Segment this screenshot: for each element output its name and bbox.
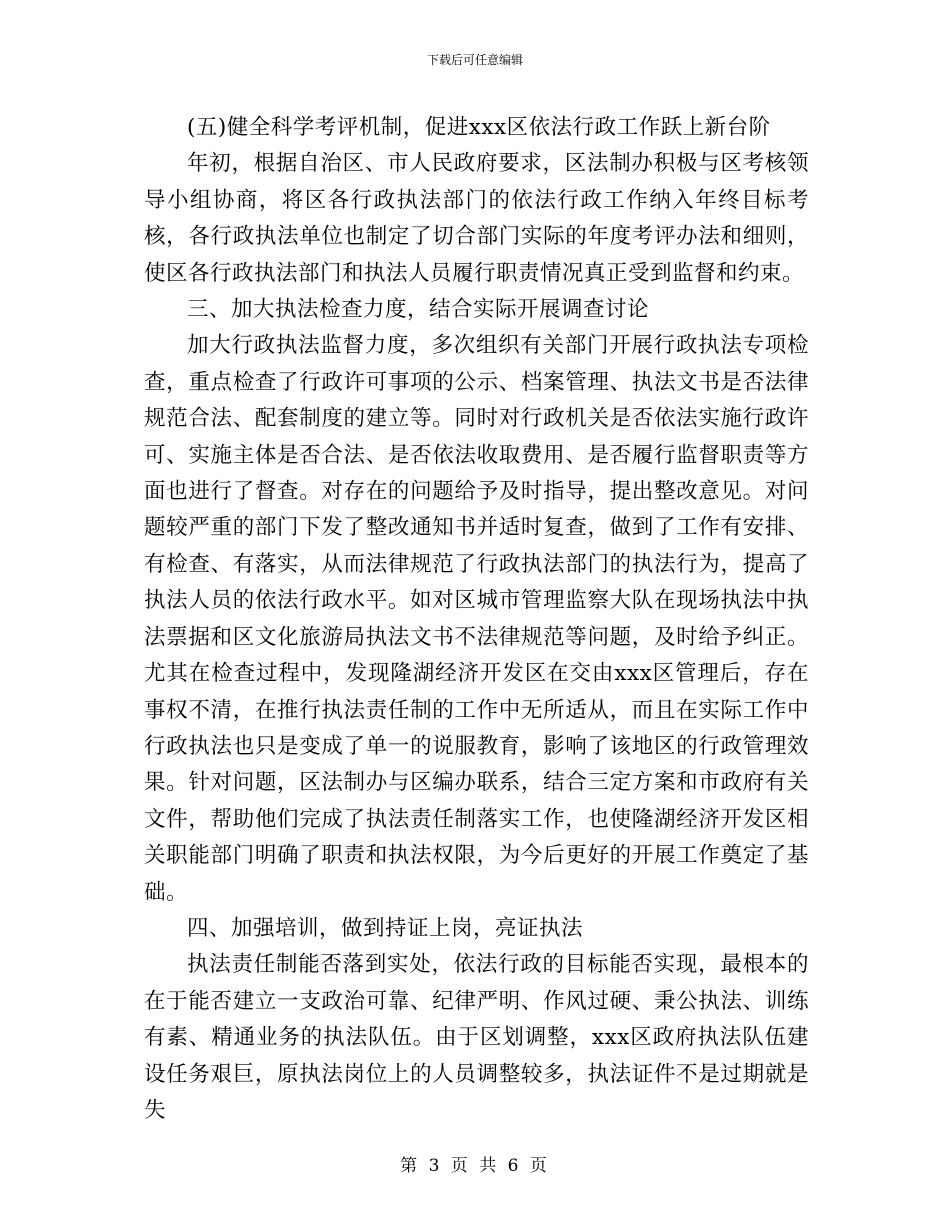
paragraph: 执法责任制能否落到实处，依法行政的目标能否实现，最根本的在于能否建立一支政治可靠、纪律严明、作风过硬、秉公执法、训练有素、精通业务的执法队伍。由于区划调整，xxx区政府执法队伍建设任务艰巨，原执法岗位上的人员调整较多，执法证件不是过期就是失 [144, 952, 809, 1123]
paragraph: 加大行政执法监督力度，多次组织有关部门开展行政执法专项检查，重点检查了行政许可事项的公示、档案管理、执法文书是否法律规范合法、配套制度的建立等。同时对行政机关是否依法实施行政许可、实施主体是否合法、是否依法收取费用、是否履行监督职责等方面也进行了督查。对存在的问题给予及时指导，提出整改意见。对问题较严重的部门下发了整改通知书并适时复查，做到了工作有安排、有检查、有落实，从而法律规范了行政执法部门的执法行为，提高了执法人员的依法行政水平。如对区城市管理监察大队在现场执法中执法票据和区文化旅游局执法文书不法律规范等问题，及时给予纠正。尤其在检查过程中，发现隆湖经济开发区在交由xxx区管理后，存在事权不清，在推行执法责任制的工作中无所适从，而且在实际工作中行政执法也只是变成了单一的说服教育，影响了该地区的行政管理效果。针对问题，区法制办与区编办联系，结合三定方案和市政府有关文件，帮助他们完成了执法责任制落实工作，也使隆湖经济开发区相关职能部门明确了职责和执法权限，为今后更好的开展工作奠定了基础。 [144, 333, 809, 905]
page-header: 下载后可任意编辑 [426, 53, 523, 67]
section-heading-4: 四、加强培训，做到持证上岗，亮证执法 [187, 915, 584, 941]
paragraph: 年初，根据自治区、市人民政府要求，区法制办积极与区考核领导小组协商，将区各行政执法部门的依法行政工作纳入年终目标考核，各行政执法单位也制定了切合部门实际的年度考评办法和细则，使区各行政执法部门和执法人员履行职责情况真正受到监督和约束。 [144, 151, 809, 286]
section-heading-5: (五)健全科学考评机制，促进xxx区依法行政工作跃上新台阶 [187, 115, 771, 140]
page-footer: 第 3 页 共 6 页 [400, 1156, 550, 1176]
section-heading-3: 三、加大执法检查力度，结合实际开展调查讨论 [187, 297, 650, 323]
document-body [144, 110, 809, 1129]
